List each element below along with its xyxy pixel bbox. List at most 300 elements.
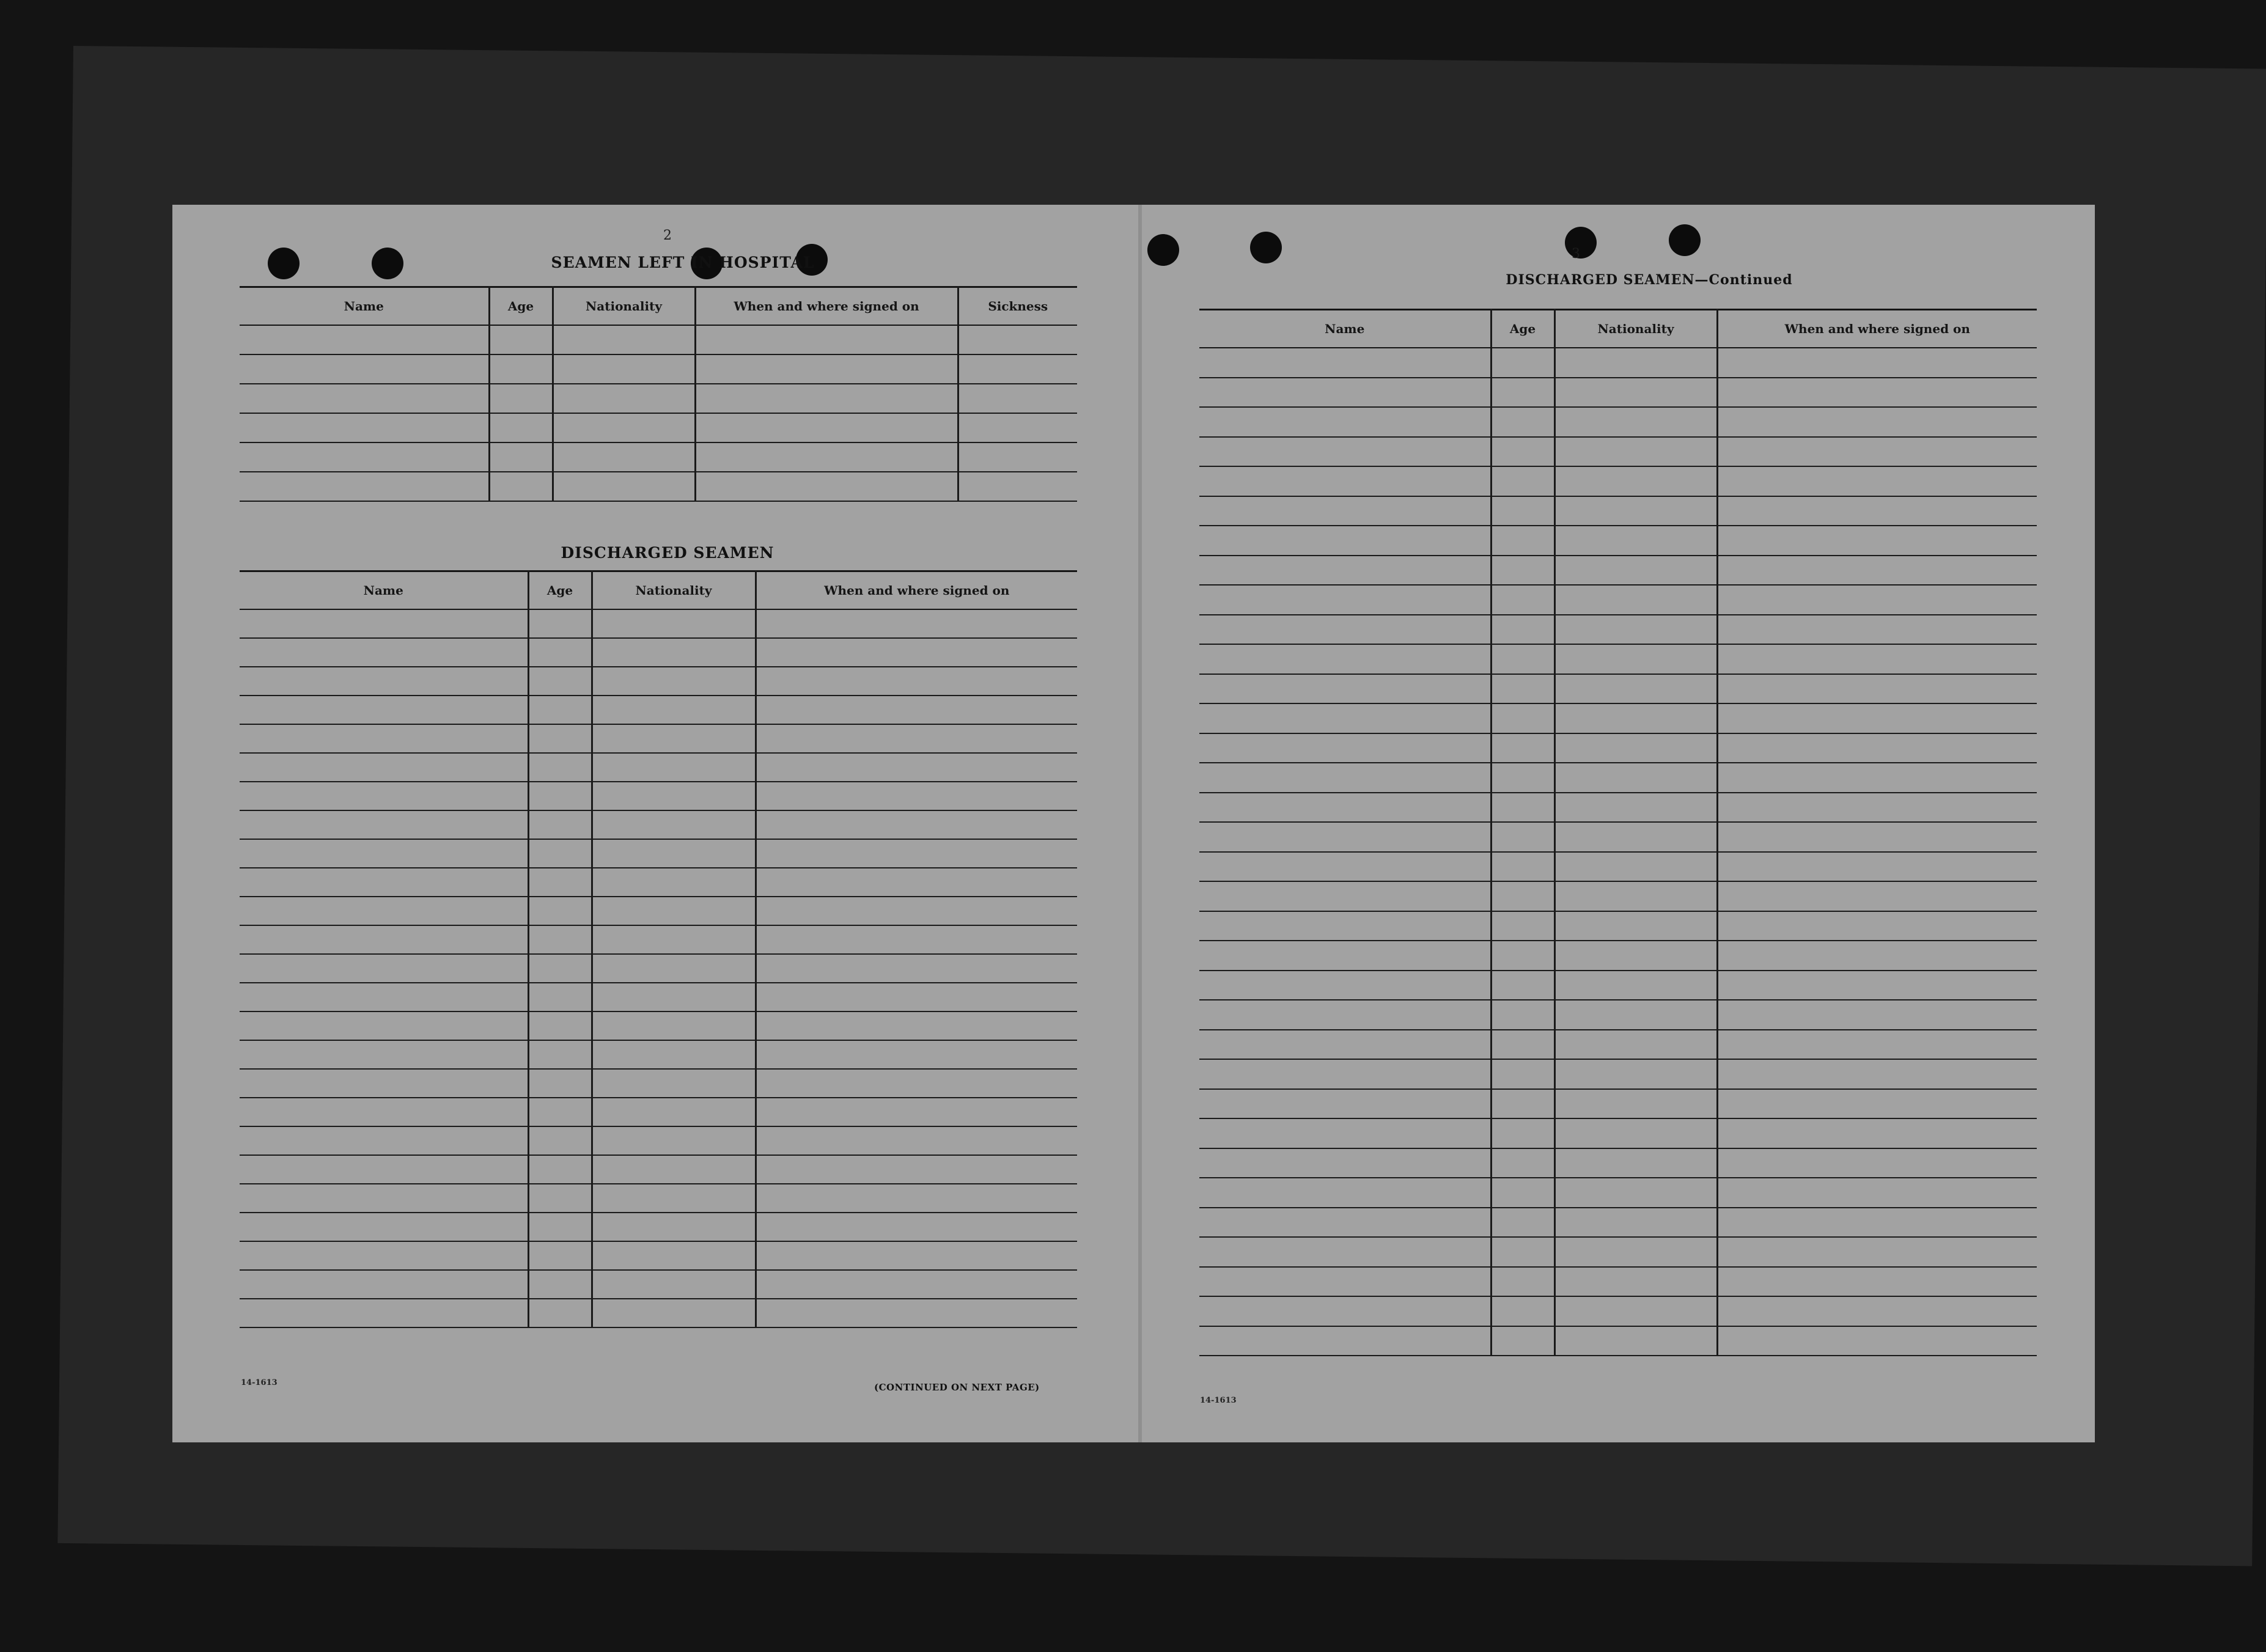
blank-cell	[1717, 556, 2037, 586]
blank-cell	[1717, 496, 2037, 526]
table-row	[240, 609, 1077, 638]
blank-cell	[756, 1299, 1077, 1327]
blank-cell	[1491, 1000, 1554, 1030]
blank-cell	[1554, 733, 1717, 763]
blank-cell	[1199, 496, 1491, 526]
blank-cell	[958, 325, 1077, 354]
blank-cell	[592, 1098, 756, 1126]
blank-cell	[695, 442, 958, 472]
blank-cell	[528, 810, 592, 839]
blank-cell	[592, 753, 756, 782]
table-row	[1199, 437, 2037, 467]
blank-cell	[240, 897, 528, 925]
table-row	[240, 868, 1077, 897]
blank-cell	[756, 1069, 1077, 1098]
blank-cell	[553, 472, 695, 501]
blank-cell	[528, 983, 592, 1011]
blank-cell	[1554, 971, 1717, 1000]
table-row	[1199, 407, 2037, 437]
table-row	[240, 1241, 1077, 1270]
blank-cell	[1717, 1237, 2037, 1267]
table-row	[1199, 1296, 2037, 1326]
blank-cell	[1199, 822, 1491, 852]
blank-cell	[1491, 437, 1554, 467]
blank-cell	[240, 1011, 528, 1040]
blank-cell	[756, 868, 1077, 897]
blank-cell	[1199, 526, 1491, 556]
blank-cell	[528, 667, 592, 696]
blank-cell	[1199, 763, 1491, 793]
blank-cell	[756, 1011, 1077, 1040]
blank-cell	[1491, 556, 1554, 586]
blank-cell	[528, 782, 592, 810]
blank-cell	[1554, 1000, 1717, 1030]
column-header-nationality: Nationality	[553, 287, 695, 326]
blank-cell	[592, 868, 756, 897]
blank-cell	[1717, 615, 2037, 645]
blank-cell	[240, 472, 489, 501]
blank-cell	[1554, 674, 1717, 704]
blank-cell	[756, 983, 1077, 1011]
table-row	[1199, 881, 2037, 911]
blank-cell	[1554, 852, 1717, 882]
table-row	[240, 384, 1077, 413]
blank-cell	[1717, 466, 2037, 496]
blank-cell	[240, 696, 528, 724]
blank-cell	[528, 839, 592, 868]
blank-cell	[1717, 378, 2037, 408]
blank-cell	[1491, 644, 1554, 674]
blank-cell	[240, 1184, 528, 1213]
blank-cell	[240, 810, 528, 839]
blank-cell	[1491, 1089, 1554, 1119]
blank-cell	[756, 1126, 1077, 1155]
column-header-sickness: Sickness	[958, 287, 1077, 326]
blank-cell	[592, 897, 756, 925]
blank-cell	[1199, 1208, 1491, 1238]
blank-cell	[1199, 585, 1491, 615]
table-row	[1199, 378, 2037, 408]
blank-cell	[528, 925, 592, 954]
blank-cell	[1554, 1237, 1717, 1267]
blank-cell	[528, 1098, 592, 1126]
blank-cell	[240, 638, 528, 667]
blank-cell	[1199, 466, 1491, 496]
hospital-table-header	[240, 287, 1077, 326]
blank-cell	[592, 724, 756, 753]
blank-cell	[592, 1213, 756, 1241]
hospital-table	[240, 286, 1077, 502]
blank-cell	[592, 1184, 756, 1213]
blank-cell	[528, 1299, 592, 1327]
blank-cell	[1199, 644, 1491, 674]
blank-cell	[1199, 1267, 1491, 1297]
blank-cell	[756, 1040, 1077, 1069]
table-row	[1199, 1030, 2037, 1060]
table-row	[1199, 1237, 2037, 1267]
blank-cell	[592, 1040, 756, 1069]
blank-cell	[1717, 526, 2037, 556]
blank-cell	[1554, 1089, 1717, 1119]
column-header-name: Name	[1199, 310, 1491, 348]
blank-cell	[592, 667, 756, 696]
column-header-nationality: Nationality	[592, 571, 756, 610]
blank-cell	[240, 839, 528, 868]
discharged-continued-table-header	[1199, 310, 2037, 348]
blank-cell	[592, 1270, 756, 1299]
blank-cell	[1717, 644, 2037, 674]
table-row	[1199, 1208, 2037, 1238]
table-row	[1199, 556, 2037, 586]
blank-cell	[1199, 971, 1491, 1000]
blank-cell	[528, 1155, 592, 1184]
column-header-nationality: Nationality	[1554, 310, 1717, 348]
blank-cell	[553, 325, 695, 354]
blank-cell	[1199, 852, 1491, 882]
blank-cell	[1717, 733, 2037, 763]
blank-cell	[1491, 971, 1554, 1000]
blank-cell	[528, 696, 592, 724]
blank-cell	[553, 442, 695, 472]
blank-cell	[1554, 1267, 1717, 1297]
blank-cell	[1199, 556, 1491, 586]
punch-hole	[268, 248, 300, 279]
blank-cell	[1554, 793, 1717, 823]
blank-cell	[1491, 466, 1554, 496]
blank-cell	[1554, 466, 1717, 496]
blank-cell	[528, 724, 592, 753]
table-row	[1199, 763, 2037, 793]
blank-cell	[1199, 703, 1491, 733]
blank-cell	[756, 897, 1077, 925]
blank-cell	[489, 354, 553, 384]
blank-cell	[553, 384, 695, 413]
blank-cell	[1199, 1000, 1491, 1030]
blank-cell	[1554, 407, 1717, 437]
blank-cell	[1491, 1267, 1554, 1297]
blank-cell	[1199, 733, 1491, 763]
blank-cell	[1199, 1059, 1491, 1089]
table-row	[240, 1299, 1077, 1327]
blank-cell	[1717, 1208, 2037, 1238]
blank-cell	[1491, 615, 1554, 645]
column-header-signed-on: When and where signed on	[695, 287, 958, 326]
blank-cell	[240, 667, 528, 696]
blank-cell	[553, 413, 695, 442]
left-page	[172, 205, 1138, 1442]
blank-cell	[1199, 1148, 1491, 1178]
blank-cell	[1554, 941, 1717, 971]
blank-cell	[489, 384, 553, 413]
table-row	[1199, 1089, 2037, 1119]
blank-cell	[958, 442, 1077, 472]
table-row	[1199, 526, 2037, 556]
blank-cell	[592, 1299, 756, 1327]
blank-cell	[240, 1098, 528, 1126]
blank-cell	[958, 354, 1077, 384]
blank-cell	[592, 638, 756, 667]
blank-cell	[1717, 1000, 2037, 1030]
punch-hole	[1250, 232, 1282, 263]
table-row	[240, 753, 1077, 782]
blank-cell	[756, 782, 1077, 810]
blank-cell	[1717, 1059, 2037, 1089]
blank-cell	[1554, 615, 1717, 645]
blank-cell	[1199, 1326, 1491, 1356]
blank-cell	[958, 472, 1077, 501]
blank-cell	[1199, 615, 1491, 645]
blank-cell	[1717, 1267, 2037, 1297]
table-row	[240, 1011, 1077, 1040]
table-row	[240, 442, 1077, 472]
table-row	[240, 1213, 1077, 1241]
blank-cell	[756, 609, 1077, 638]
blank-cell	[528, 1069, 592, 1098]
blank-cell	[240, 1155, 528, 1184]
table-row	[1199, 615, 2037, 645]
blank-cell	[1199, 1178, 1491, 1208]
table-row	[240, 897, 1077, 925]
blank-cell	[1717, 911, 2037, 941]
blank-cell	[1491, 674, 1554, 704]
blank-cell	[240, 724, 528, 753]
blank-cell	[695, 472, 958, 501]
blank-cell	[1717, 407, 2037, 437]
blank-cell	[1717, 585, 2037, 615]
blank-cell	[528, 868, 592, 897]
blank-cell	[1491, 911, 1554, 941]
blank-cell	[695, 325, 958, 354]
blank-cell	[1491, 881, 1554, 911]
table-row	[1199, 1118, 2037, 1148]
blank-cell	[1491, 1326, 1554, 1356]
blank-cell	[1199, 1030, 1491, 1060]
column-header-name: Name	[240, 571, 528, 610]
table-row	[1199, 466, 2037, 496]
blank-cell	[592, 983, 756, 1011]
blank-cell	[528, 609, 592, 638]
discharged-section-title: DISCHARGED SEAMEN	[561, 544, 774, 562]
blank-cell	[1717, 703, 2037, 733]
blank-cell	[240, 325, 489, 354]
blank-cell	[1491, 1178, 1554, 1208]
blank-cell	[1491, 1296, 1554, 1326]
record-sheet	[172, 205, 2095, 1442]
blank-cell	[1717, 1326, 2037, 1356]
blank-cell	[1554, 1118, 1717, 1148]
table-row	[1199, 793, 2037, 823]
column-header-name: Name	[240, 287, 489, 326]
blank-cell	[528, 1241, 592, 1270]
blank-cell	[1491, 585, 1554, 615]
column-header-signed-on: When and where signed on	[756, 571, 1077, 610]
table-row	[240, 667, 1077, 696]
blank-cell	[1491, 703, 1554, 733]
table-row	[1199, 911, 2037, 941]
blank-cell	[1491, 793, 1554, 823]
table-row	[1199, 496, 2037, 526]
blank-cell	[592, 1155, 756, 1184]
blank-cell	[695, 413, 958, 442]
table-row	[240, 925, 1077, 954]
blank-cell	[1717, 881, 2037, 911]
blank-cell	[1199, 1296, 1491, 1326]
blank-cell	[528, 954, 592, 983]
blank-cell	[240, 354, 489, 384]
blank-cell	[1554, 763, 1717, 793]
blank-cell	[1717, 1178, 2037, 1208]
table-row	[240, 724, 1077, 753]
blank-cell	[1199, 1089, 1491, 1119]
blank-cell	[756, 1155, 1077, 1184]
continued-note: (CONTINUED ON NEXT PAGE)	[874, 1382, 1040, 1393]
table-row	[240, 1270, 1077, 1299]
table-row	[1199, 1059, 2037, 1089]
blank-cell	[1491, 378, 1554, 408]
table-row	[1199, 1000, 2037, 1030]
blank-cell	[489, 472, 553, 501]
table-row	[240, 1184, 1077, 1213]
table-row	[240, 325, 1077, 354]
page-number: 3	[1572, 246, 1580, 262]
blank-cell	[1491, 348, 1554, 378]
blank-cell	[1717, 1296, 2037, 1326]
blank-cell	[240, 1241, 528, 1270]
blank-cell	[1554, 703, 1717, 733]
blank-cell	[1554, 556, 1717, 586]
blank-cell	[1199, 378, 1491, 408]
blank-cell	[756, 1184, 1077, 1213]
table-row	[240, 810, 1077, 839]
table-row	[1199, 822, 2037, 852]
blank-cell	[695, 354, 958, 384]
blank-cell	[1491, 1118, 1554, 1148]
blank-cell	[958, 384, 1077, 413]
column-header-signed-on: When and where signed on	[1717, 310, 2037, 348]
blank-cell	[1717, 1089, 2037, 1119]
blank-cell	[1554, 1208, 1717, 1238]
blank-cell	[489, 325, 553, 354]
blank-cell	[592, 1241, 756, 1270]
blank-cell	[1491, 1208, 1554, 1238]
blank-cell	[756, 753, 1077, 782]
hospital-section-title: SEAMEN LEFT IN HOSPITAL	[551, 254, 815, 271]
blank-cell	[1717, 941, 2037, 971]
blank-cell	[240, 442, 489, 472]
blank-cell	[240, 1270, 528, 1299]
blank-cell	[756, 954, 1077, 983]
blank-cell	[756, 724, 1077, 753]
blank-cell	[1491, 526, 1554, 556]
blank-cell	[756, 696, 1077, 724]
table-row	[240, 1098, 1077, 1126]
table-row	[1199, 1148, 2037, 1178]
blank-cell	[1554, 822, 1717, 852]
blank-cell	[1554, 881, 1717, 911]
blank-cell	[592, 954, 756, 983]
table-row	[240, 638, 1077, 667]
blank-cell	[756, 839, 1077, 868]
blank-cell	[1717, 1118, 2037, 1148]
blank-cell	[695, 384, 958, 413]
blank-cell	[528, 753, 592, 782]
blank-cell	[1491, 733, 1554, 763]
punch-hole	[1669, 224, 1701, 256]
blank-cell	[240, 1040, 528, 1069]
blank-cell	[592, 839, 756, 868]
blank-cell	[1491, 1059, 1554, 1089]
blank-cell	[489, 442, 553, 472]
table-row	[240, 1040, 1077, 1069]
blank-cell	[1717, 971, 2037, 1000]
blank-cell	[1554, 496, 1717, 526]
blank-cell	[756, 638, 1077, 667]
column-header-age: Age	[1491, 310, 1554, 348]
table-row	[1199, 585, 2037, 615]
table-row	[240, 1126, 1077, 1155]
form-number: 14-1613	[241, 1378, 278, 1387]
table-row	[240, 954, 1077, 983]
blank-cell	[240, 609, 528, 638]
blank-cell	[1554, 526, 1717, 556]
blank-cell	[528, 1040, 592, 1069]
table-row	[240, 472, 1077, 501]
blank-cell	[756, 1213, 1077, 1241]
table-row	[1199, 644, 2037, 674]
table-row	[1199, 1267, 2037, 1297]
blank-cell	[756, 810, 1077, 839]
blank-cell	[1491, 496, 1554, 526]
blank-cell	[1717, 437, 2037, 467]
blank-cell	[240, 1213, 528, 1241]
blank-cell	[1491, 822, 1554, 852]
blank-cell	[1491, 1030, 1554, 1060]
table-row	[1199, 971, 2037, 1000]
blank-cell	[528, 1126, 592, 1155]
table-row	[1199, 1326, 2037, 1356]
punch-hole	[1147, 234, 1179, 266]
blank-cell	[1717, 348, 2037, 378]
table-row	[1199, 1178, 2037, 1208]
blank-cell	[528, 1184, 592, 1213]
blank-cell	[592, 1069, 756, 1098]
blank-cell	[1717, 1148, 2037, 1178]
blank-cell	[489, 413, 553, 442]
blank-cell	[1199, 674, 1491, 704]
blank-cell	[1491, 407, 1554, 437]
blank-cell	[240, 782, 528, 810]
table-row	[1199, 733, 2037, 763]
blank-cell	[240, 753, 528, 782]
blank-cell	[1717, 822, 2037, 852]
blank-cell	[1199, 1237, 1491, 1267]
blank-cell	[1491, 1148, 1554, 1178]
blank-cell	[1717, 1030, 2037, 1060]
table-row	[1199, 941, 2037, 971]
table-row	[240, 1155, 1077, 1184]
blank-cell	[1717, 674, 2037, 704]
blank-cell	[528, 1270, 592, 1299]
blank-cell	[1554, 1178, 1717, 1208]
discharged-table-header	[240, 571, 1077, 610]
table-row	[240, 354, 1077, 384]
blank-cell	[1717, 793, 2037, 823]
right-page	[1142, 205, 2095, 1442]
blank-cell	[553, 354, 695, 384]
discharged-continued-table	[1199, 309, 2037, 1356]
blank-cell	[1554, 911, 1717, 941]
blank-cell	[1554, 437, 1717, 467]
